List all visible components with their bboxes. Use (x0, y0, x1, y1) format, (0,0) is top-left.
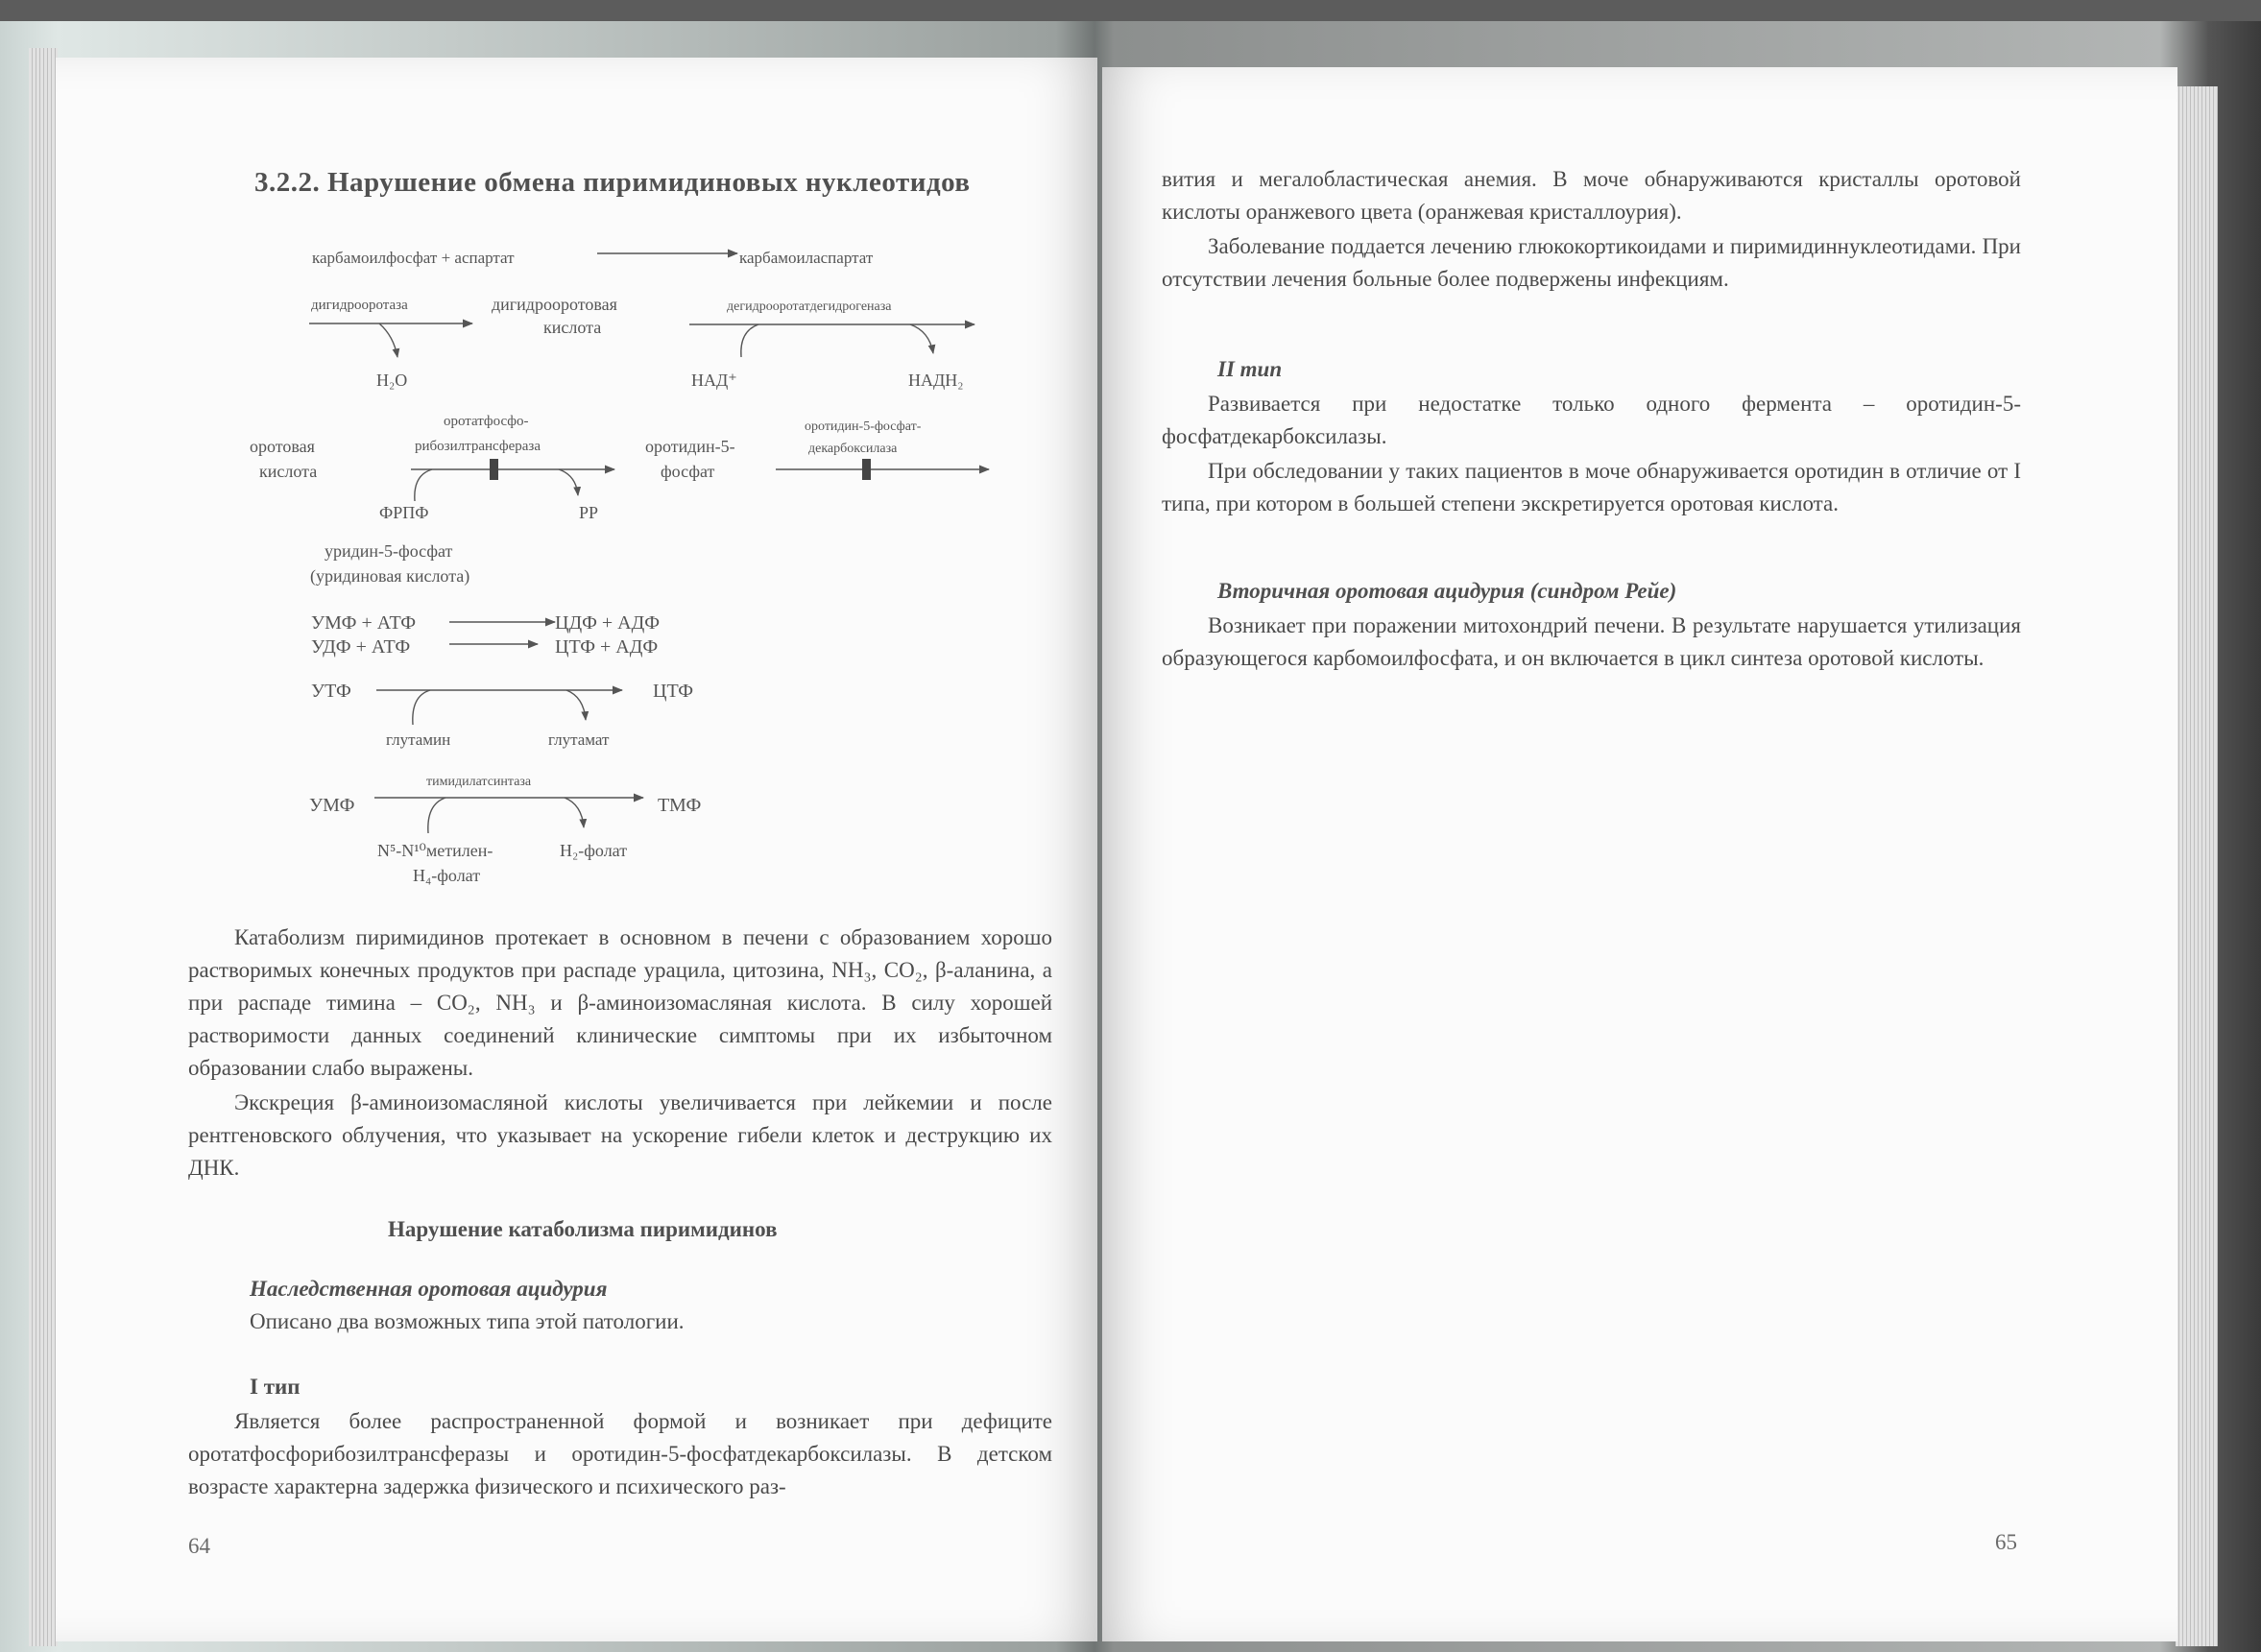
r2-product-b: кислота (543, 318, 602, 337)
r2-product-a: дигидрооротовая (492, 295, 617, 314)
r1-left: карбамоилфосфат + аспартат (312, 249, 515, 267)
pyrimidine-pathway-diagram (0, 0, 1097, 902)
page-number-left: 64 (188, 1534, 210, 1558)
subsection-text: Описано два возможных типа этой патологии. (250, 1309, 685, 1333)
r3-product-a: оротидин-5- (645, 437, 735, 456)
r1-right: карбамоиласпартат (739, 249, 874, 267)
r3-pp: PP (579, 503, 599, 522)
left-body (188, 922, 1052, 1186)
r7-glutamine-branch (413, 690, 430, 725)
r8-h2folate: H₂-фолат (560, 841, 628, 860)
r2-nadh-branch (910, 324, 933, 353)
paragraph: Экскреция β-аминоизомасляной кислоты увеличивается при лейкемии и после рентгеновского облучения, что указывает на ускорение гибели клеток и деструкцию их ДНК. (188, 1090, 1052, 1180)
r3-block1 (490, 459, 498, 480)
r2-enzyme2: дегидрооротатдегидрогеназа (727, 299, 892, 314)
section-heading: 3.2.2. Нарушение обмена пиримидиновых нуклеотидов (254, 167, 971, 198)
paragraph: При обследовании у таких пациентов в моче обнаруживается оротидин в отличие от I типа, при котором в большей степени экскретируется оротовая кислота. (1162, 459, 2021, 515)
r2-nadh: НАДН₂ (908, 371, 964, 390)
r8-right: ТМФ (658, 795, 702, 816)
r5-left: УМФ + АТФ (311, 612, 417, 634)
paragraph: вития и мегалобластическая анемия. В моче обнаруживаются кристаллы оротовой кислоты оранжевого цвета (оранжевая кристаллоурия). (1162, 167, 2021, 224)
right-body-top (1162, 163, 2021, 298)
type2-body (1162, 388, 2021, 522)
right-page (1102, 67, 2177, 1641)
r8-cofactor-b: H₄-фолат (413, 866, 481, 885)
section-title: Нарушение катаболизма пиримидинов (388, 1217, 778, 1241)
r7-left: УТФ (311, 681, 351, 702)
r3-substrate-b: кислота (259, 462, 318, 481)
r6-right: ЦТФ + АДФ (555, 636, 659, 658)
paragraph: Возникает при поражении митохондрий печени. В результате нарушается утилизация образующегося карбомоилфосфата, и он включается в цикл синтеза оротовой кислоты. (1162, 613, 2021, 670)
r2-h2o: H₂O (376, 371, 408, 390)
paragraph: Является более распространенной формой и возникает при дефиците оротатфосфорибозилтрансферазы и оротидин-5-фосфатдекарбоксилазы. В детском возрасте характерна задержка физического и психического раз- (188, 1409, 1052, 1498)
r4-ump-a: уридин-5-фосфат (325, 541, 453, 561)
r2-nad-branch (741, 324, 758, 357)
r3-block2 (862, 459, 871, 480)
r6-left: УДФ + АТФ (311, 636, 411, 658)
r7-right: ЦТФ (653, 681, 694, 702)
r7-glutamate-branch (566, 690, 586, 720)
r3-frpf: ФРПФ (379, 503, 429, 522)
r3-substrate-a: оротовая (250, 437, 315, 456)
r8-cofactor-branch (428, 798, 445, 833)
type2-title: II тип (1217, 357, 1283, 381)
secondary-body (1162, 610, 2021, 677)
paragraph: Развивается при недостатке только одного фермента – оротидин-5-фосфатдекарбоксилазы. (1162, 392, 2021, 448)
type1-title: I тип (250, 1375, 301, 1399)
r5-right: ЦДФ + АДФ (555, 612, 661, 634)
r7-glutamine: глутамин (386, 730, 451, 749)
paragraph: Катаболизм пиримидинов протекает в основном в печени с образованием хорошо растворимых конечных продуктов при распаде урацила, цитозина, NH₃, CO₂, β-аланина, а при распаде тимина – CO₂, NH₃ и β-аминоизомасляная кислота. В силу хорошей растворимости данных соединений клинические симптомы при их избыточном образовании слабо выражены. (188, 925, 1052, 1080)
page-number-right: 65 (1995, 1530, 2017, 1554)
r8-h2folate-branch (565, 798, 584, 827)
r8-enzyme: тимидилатсинтаза (426, 775, 532, 789)
r3-enzyme2-b: декарбоксилаза (808, 442, 898, 456)
r8-left: УМФ (309, 795, 355, 816)
secondary-title: Вторичная оротовая ацидурия (синдром Рейе) (1217, 579, 1677, 603)
subsection-title: Наследственная оротовая ацидурия (250, 1277, 608, 1301)
page-stack-right (2176, 86, 2218, 1646)
type1-body (188, 1405, 1052, 1505)
r2-enzyme1: дигидрооротаза (311, 298, 408, 313)
paragraph: Заболевание поддается лечению глюкокортикоидами и пиримидиннуклеотидами. При отсутствии лечения больные более подвержены инфекциям. (1162, 234, 2021, 291)
r3-enzyme1-a: оротатфосфо- (444, 414, 529, 429)
r2-h2o-branch (379, 323, 397, 357)
r3-enzyme1-b: рибозилтрансфераза (415, 439, 541, 454)
r3-enzyme2-a: оротидин-5-фосфат- (805, 419, 922, 434)
r7-glutamate: глутамат (548, 730, 610, 749)
r3-frpf-branch (415, 469, 432, 501)
r8-cofactor-a: N⁵-N¹⁰метилен- (377, 841, 493, 860)
r3-pp-branch (559, 469, 578, 495)
r4-ump-b: (уридиновая кислота) (310, 566, 470, 586)
r2-nad: НАД⁺ (691, 371, 737, 390)
r3-product-b: фосфат (661, 462, 715, 481)
